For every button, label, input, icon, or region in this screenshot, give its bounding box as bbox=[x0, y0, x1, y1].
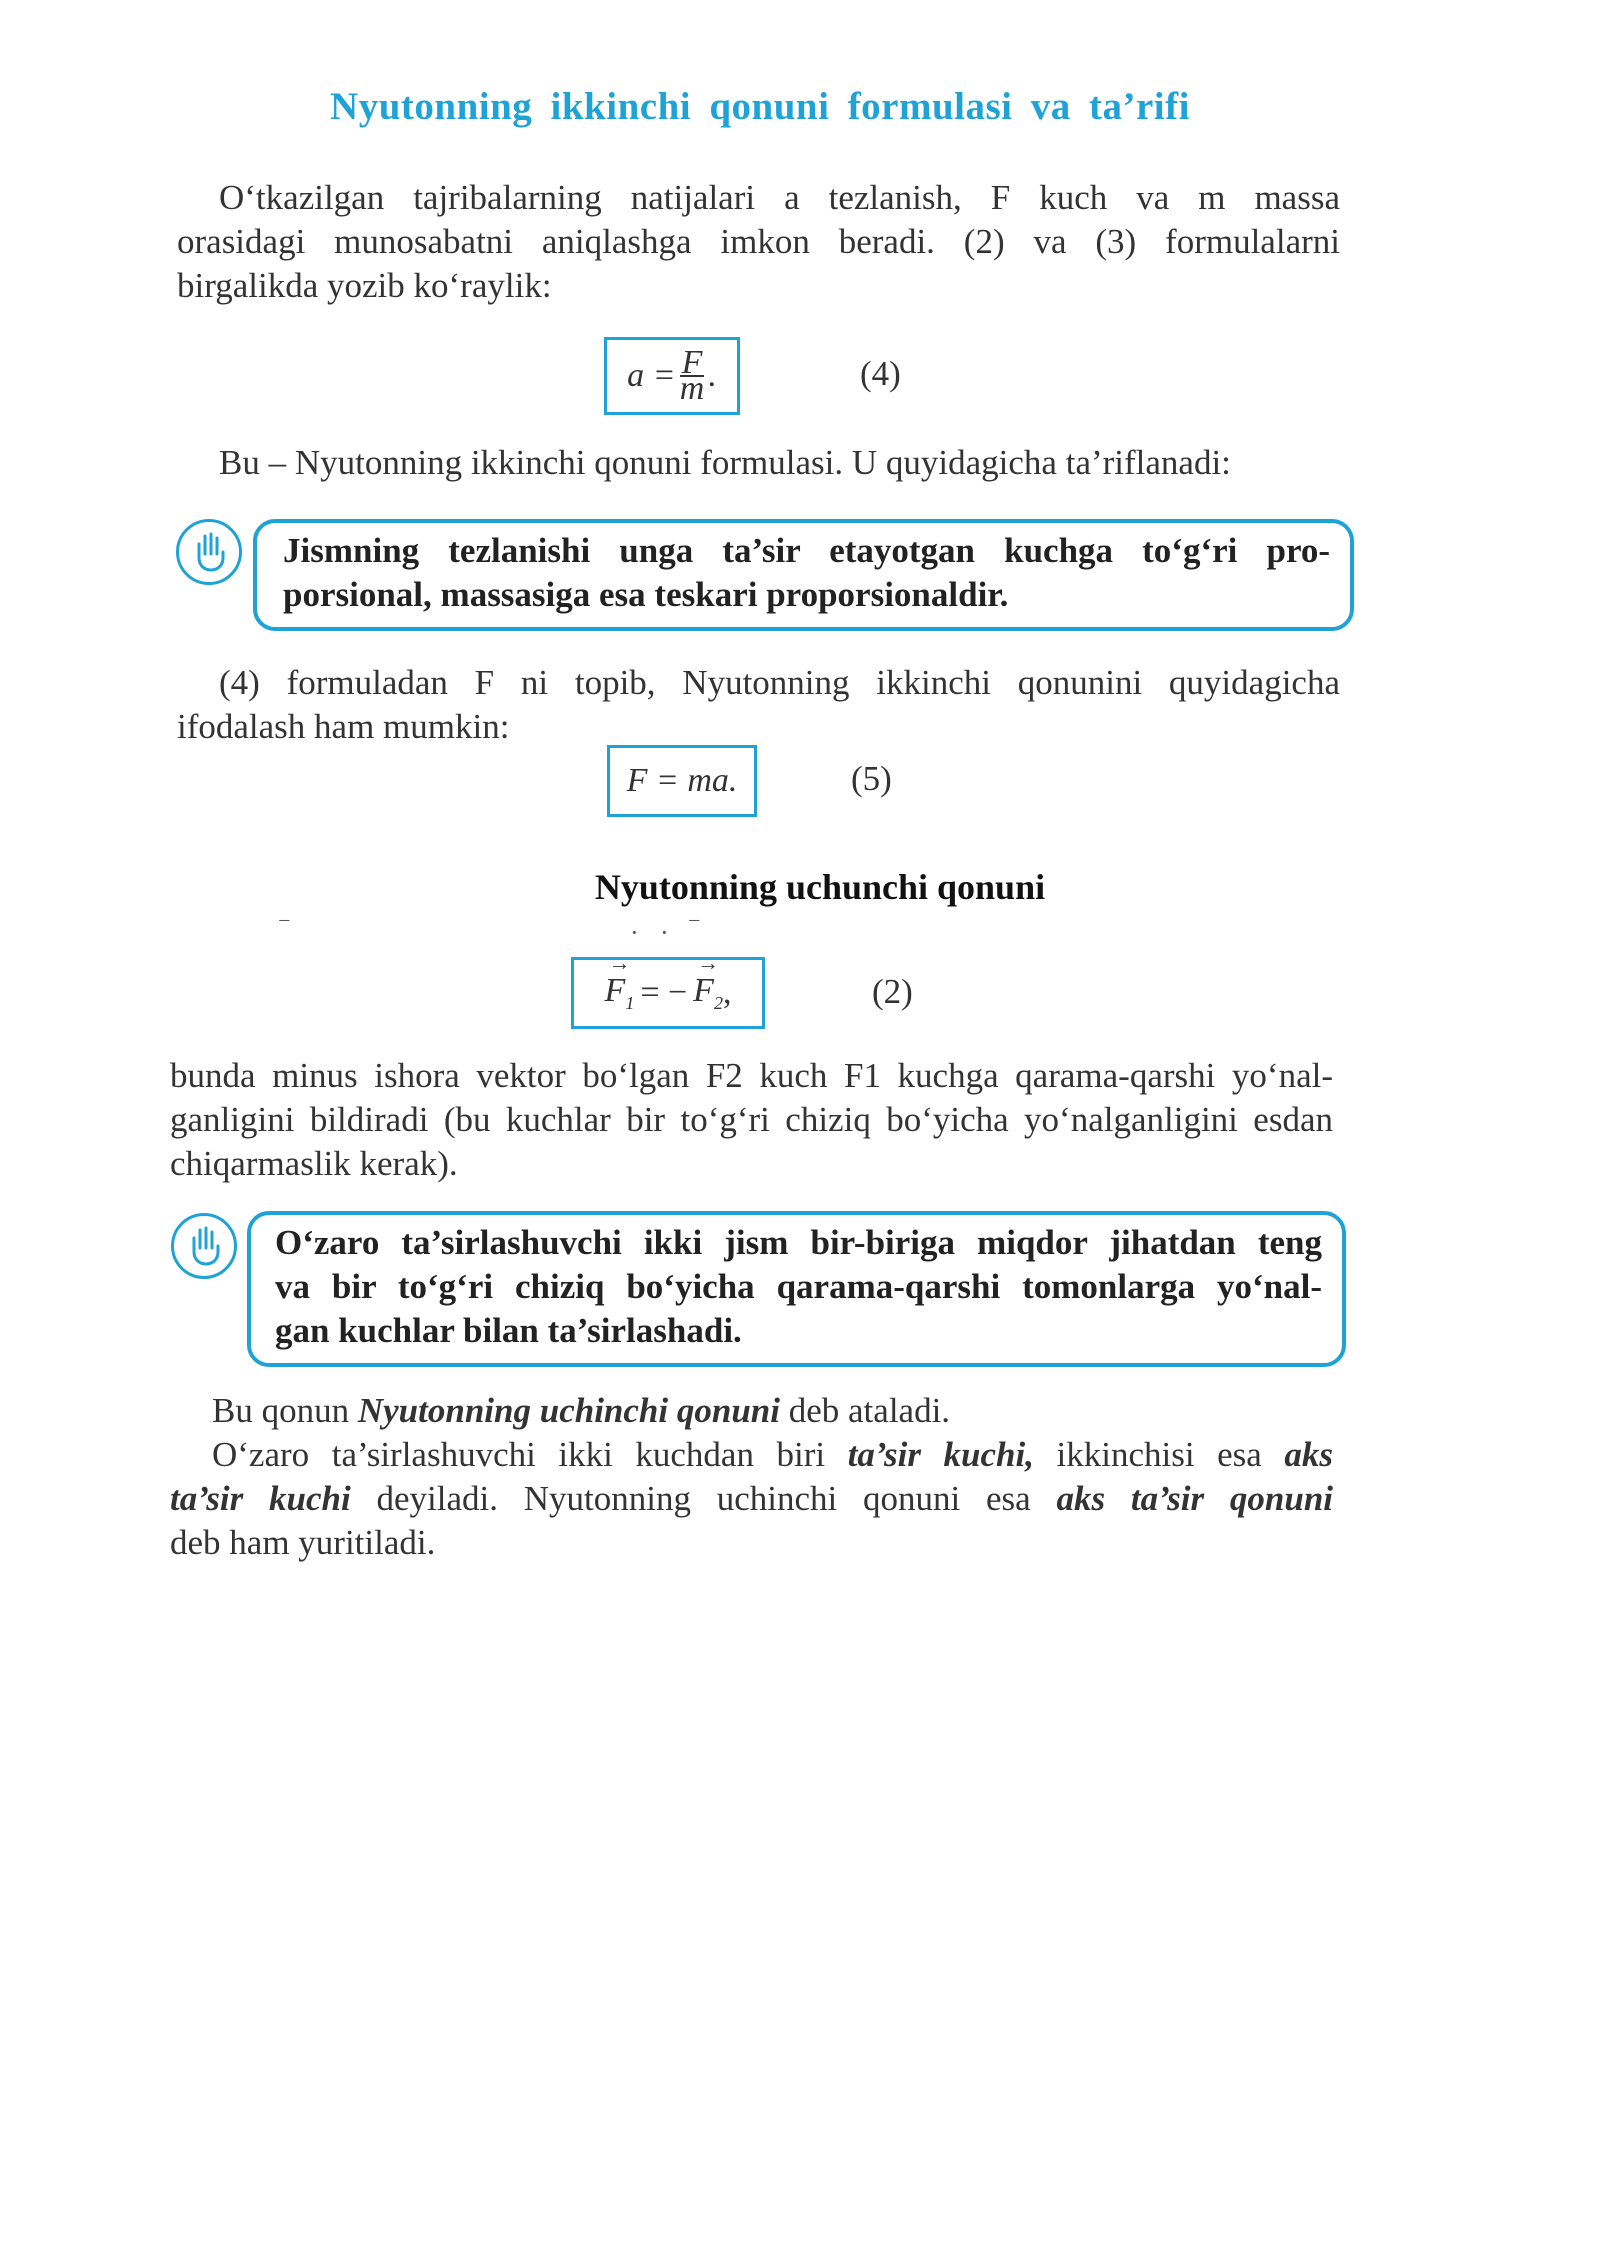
paragraph-line: O‘zaro ta’sirlashuvchi ikki kuchdan biri ta’sir kuchi, ikkinchisi esa aks bbox=[212, 1435, 1334, 1474]
emphasis: ta’sir kuchi bbox=[170, 1479, 351, 1518]
scan-fragment: ‾ bbox=[280, 918, 289, 947]
equation-number-2: (2) bbox=[872, 972, 913, 1011]
paragraph-line: O‘tkazilgan tajribalarning natijalari a tezlanish, F kuch va m massa bbox=[219, 178, 1340, 217]
rule-box-second-law bbox=[253, 519, 1354, 631]
formula-box-5 bbox=[607, 745, 757, 817]
rule-line: porsional, massasiga esa teskari proporsionaldir. bbox=[283, 575, 1009, 614]
paragraph-line: deb ham yuritiladi. bbox=[170, 1523, 436, 1562]
formula-lhs: a = bbox=[627, 357, 676, 394]
page-title: Nyutonning ikkinchi qonuni formulasi va ta’rifi bbox=[330, 85, 1190, 128]
hand-pointing-icon bbox=[171, 1213, 237, 1279]
scan-fragment: · bbox=[630, 918, 639, 947]
formula-text: F = ma. bbox=[626, 762, 738, 799]
paragraph-line: birgalikda yozib ko‘raylik: bbox=[177, 266, 552, 305]
rule-line: O‘zaro ta’sirlashuvchi ikki jism bir-biriga miqdor jihatdan teng bbox=[275, 1223, 1322, 1262]
scan-fragment: · bbox=[660, 918, 669, 947]
paragraph-line: Bu – Nyutonning ikkinchi qonuni formulasi. U quyidagicha ta’riflanadi: bbox=[219, 443, 1231, 482]
rule-line: va bir to‘g‘ri chiziq bo‘yicha qarama-qarshi tomonlarga yo‘nal- bbox=[275, 1267, 1322, 1306]
paragraph-line: ifodalash ham mumkin: bbox=[177, 707, 510, 746]
formula-tail: . bbox=[708, 357, 717, 394]
emphasis: Nyutonning uchinchi qonuni bbox=[357, 1391, 780, 1430]
equation-number-4: (4) bbox=[860, 354, 901, 393]
paragraph-line: bunda minus ishora vektor bo‘lgan F2 kuch F1 kuchga qarama-qarshi yo‘nal- bbox=[170, 1056, 1333, 1095]
formula-box-4 bbox=[604, 337, 740, 415]
equation-number-5: (5) bbox=[851, 759, 892, 798]
fraction-numerator: F bbox=[681, 344, 703, 381]
paragraph-line: ganligini bildiradi (bu kuchlar bir to‘g‘ri chiziq bo‘yicha yo‘nalganligini esdan bbox=[170, 1100, 1333, 1139]
rule-box-third-law bbox=[247, 1211, 1346, 1367]
paragraph-line: ta’sir kuchi deyiladi. Nyutonning uchinchi qonuni esa aks ta’sir qonuni bbox=[170, 1479, 1334, 1518]
vector-f1: → $F_1$ bbox=[605, 972, 635, 1014]
vector-f2: → $F_2$ bbox=[693, 972, 723, 1014]
formula-tail: , bbox=[722, 974, 732, 1011]
paragraph-line: chiqarmaslik kerak). bbox=[170, 1144, 458, 1183]
hand-pointing-icon bbox=[176, 519, 242, 585]
emphasis: aks bbox=[1284, 1435, 1334, 1474]
rule-line: gan kuchlar bilan ta’sirlashadi. bbox=[275, 1311, 742, 1350]
fraction-denominator: m bbox=[679, 370, 705, 407]
paragraph-intro bbox=[177, 176, 1340, 308]
formula-equals: = − bbox=[640, 974, 688, 1011]
paragraph-minus-sign bbox=[170, 1054, 1333, 1186]
rule-line: Jismning tezlanishi unga ta’sir etayotgan kuchga to‘g‘ri pro- bbox=[283, 531, 1330, 570]
paragraph-line: orasidagi munosabatni aniqlashga imkon beradi. (2) va (3) formulalarni bbox=[177, 222, 1340, 261]
paragraph-force-form bbox=[177, 661, 1340, 749]
formula-fraction bbox=[679, 344, 705, 407]
section-subtitle: Nyutonning uchunchi qonuni bbox=[594, 867, 1046, 907]
emphasis: ta’sir kuchi, bbox=[847, 1435, 1034, 1474]
formula-box-2 bbox=[571, 957, 765, 1029]
emphasis: aks ta’sir qonuni bbox=[1056, 1479, 1334, 1518]
paragraph-definition-intro bbox=[219, 441, 1340, 485]
paragraph-line: Bu qonun Nyutonning uchinchi qonuni deb ataladi. bbox=[212, 1391, 951, 1430]
paragraph-law-name bbox=[212, 1389, 1333, 1433]
scan-fragment: ‾ bbox=[690, 918, 699, 947]
paragraph-line: (4) formuladan F ni topib, Nyutonning ikkinchi qonunini quyidagicha bbox=[219, 663, 1340, 702]
paragraph-action-reaction bbox=[170, 1433, 1333, 1565]
